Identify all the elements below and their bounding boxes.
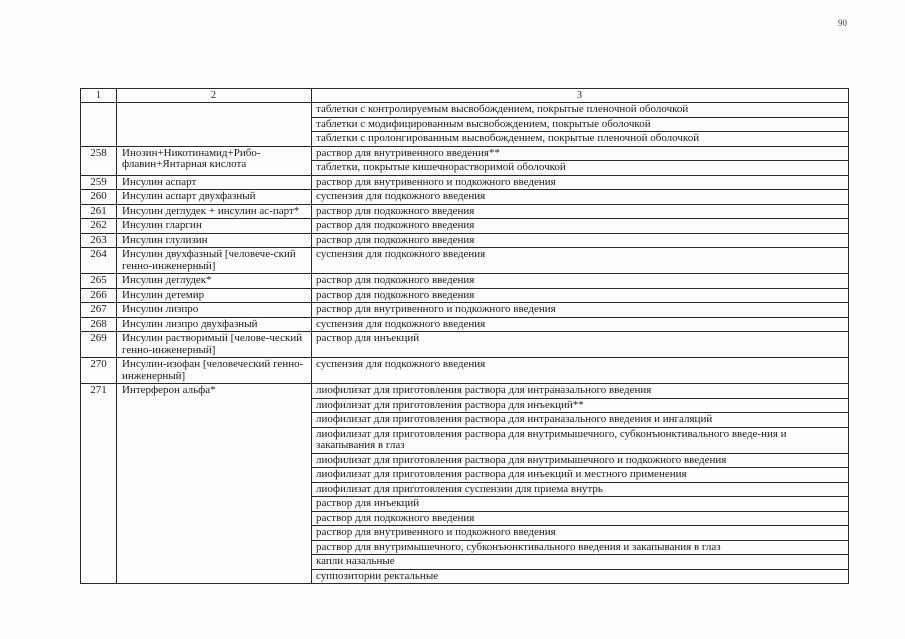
table-row <box>81 317 849 332</box>
dosage-form: таблетки с пролонгированным высвобождением, покрытые пленочной оболочкой <box>312 132 849 147</box>
dosage-form: лиофилизат для приготовления раствора для инъекций и местного применения <box>312 468 849 483</box>
table-row <box>81 358 849 384</box>
item-number: 259 <box>81 175 117 190</box>
dosage-form: раствор для подкожного введения <box>312 219 849 234</box>
item-number: 264 <box>81 248 117 274</box>
drug-name: Инсулин лизпро двухфазный <box>117 317 312 332</box>
dosage-form: лиофилизат для приготовления раствора для интраназального введения <box>312 384 849 399</box>
dosage-form: суппозитории ректальные <box>312 569 849 584</box>
drug-name <box>117 103 312 147</box>
drug-name: Инсулин растворимый [челове-ческий генно-инженерный] <box>117 332 312 358</box>
dosage-form: лиофилизат для приготовления раствора для внутримышечного и подкожного введения <box>312 453 849 468</box>
dosage-form: раствор для подкожного введения <box>312 204 849 219</box>
item-number: 270 <box>81 358 117 384</box>
table-row <box>81 103 849 118</box>
dosage-form: лиофилизат для приготовления суспензии для приема внутрь <box>312 482 849 497</box>
page-number: 90 <box>838 18 847 28</box>
drug-name: Интерферон альфа* <box>117 384 312 584</box>
drug-name: Инсулин аспарт двухфазный <box>117 190 312 205</box>
table-row <box>81 175 849 190</box>
column-header-name: 2 <box>117 89 312 103</box>
column-header-number: 1 <box>81 89 117 103</box>
drug-name: Инсулин детемир <box>117 288 312 303</box>
drug-name: Инсулин деглудек* <box>117 274 312 289</box>
dosage-form: таблетки, покрытые кишечнорастворимой оболочкой <box>312 161 849 176</box>
drug-name: Инозин+Никотинамид+Рибо-флавин+Янтарная кислота <box>117 146 312 175</box>
item-number: 271 <box>81 384 117 584</box>
item-number: 267 <box>81 303 117 318</box>
column-header-form: 3 <box>312 89 849 103</box>
dosage-form: суспензия для подкожного введения <box>312 358 849 384</box>
drug-name: Инсулин глулизин <box>117 233 312 248</box>
table-row <box>81 219 849 234</box>
dosage-form: раствор для внутривенного и подкожного введения <box>312 526 849 541</box>
dosage-form: раствор для внутривенного и подкожного введения <box>312 175 849 190</box>
table-row <box>81 384 849 399</box>
dosage-form: суспензия для подкожного введения <box>312 248 849 274</box>
item-number: 269 <box>81 332 117 358</box>
dosage-form: раствор для инъекций <box>312 497 849 512</box>
table-row <box>81 332 849 358</box>
table-row <box>81 190 849 205</box>
item-number: 265 <box>81 274 117 289</box>
table-row <box>81 146 849 161</box>
item-number: 258 <box>81 146 117 175</box>
item-number: 266 <box>81 288 117 303</box>
item-number <box>81 103 117 147</box>
drug-name: Инсулин гларгин <box>117 219 312 234</box>
item-number: 262 <box>81 219 117 234</box>
dosage-form: лиофилизат для приготовления раствора для интраназального введения и ингаляций <box>312 413 849 428</box>
item-number: 263 <box>81 233 117 248</box>
item-number: 261 <box>81 204 117 219</box>
drug-name: Инсулин лизпро <box>117 303 312 318</box>
table-row <box>81 233 849 248</box>
dosage-form: раствор для внутривенного введения** <box>312 146 849 161</box>
dosage-form: суспензия для подкожного введения <box>312 190 849 205</box>
dosage-form: раствор для внутримышечного, субконъюнктивального введения и закапывания в глаз <box>312 540 849 555</box>
drug-name: Инсулин деглудек + инсулин ас-парт* <box>117 204 312 219</box>
dosage-form: суспензия для подкожного введения <box>312 317 849 332</box>
table-row <box>81 303 849 318</box>
dosage-form: таблетки с контролируемым высвобождением, покрытые пленочной оболочкой <box>312 103 849 118</box>
dosage-form: капли назальные <box>312 555 849 570</box>
dosage-form: лиофилизат для приготовления раствора для инъекций** <box>312 398 849 413</box>
dosage-form: раствор для внутривенного и подкожного введения <box>312 303 849 318</box>
table-row <box>81 248 849 274</box>
dosage-form: раствор для подкожного введения <box>312 511 849 526</box>
dosage-form: раствор для подкожного введения <box>312 274 849 289</box>
drug-name: Инсулин-изофан [человеческий генно-инженерный] <box>117 358 312 384</box>
item-number: 260 <box>81 190 117 205</box>
drug-name: Инсулин двухфазный [человече-ский генно-инженерный] <box>117 248 312 274</box>
drug-table <box>80 88 849 584</box>
dosage-form: раствор для подкожного введения <box>312 233 849 248</box>
dosage-form: раствор для инъекций <box>312 332 849 358</box>
table-row <box>81 274 849 289</box>
table-row <box>81 288 849 303</box>
dosage-form: раствор для подкожного введения <box>312 288 849 303</box>
header-row <box>81 89 849 103</box>
dosage-form: таблетки с модифицированным высвобождением, покрытые оболочкой <box>312 117 849 132</box>
item-number: 268 <box>81 317 117 332</box>
drug-name: Инсулин аспарт <box>117 175 312 190</box>
dosage-form: лиофилизат для приготовления раствора для внутримышечного, субконъюнктивального введе-ния и закапывания в глаз <box>312 427 849 453</box>
table-row <box>81 204 849 219</box>
